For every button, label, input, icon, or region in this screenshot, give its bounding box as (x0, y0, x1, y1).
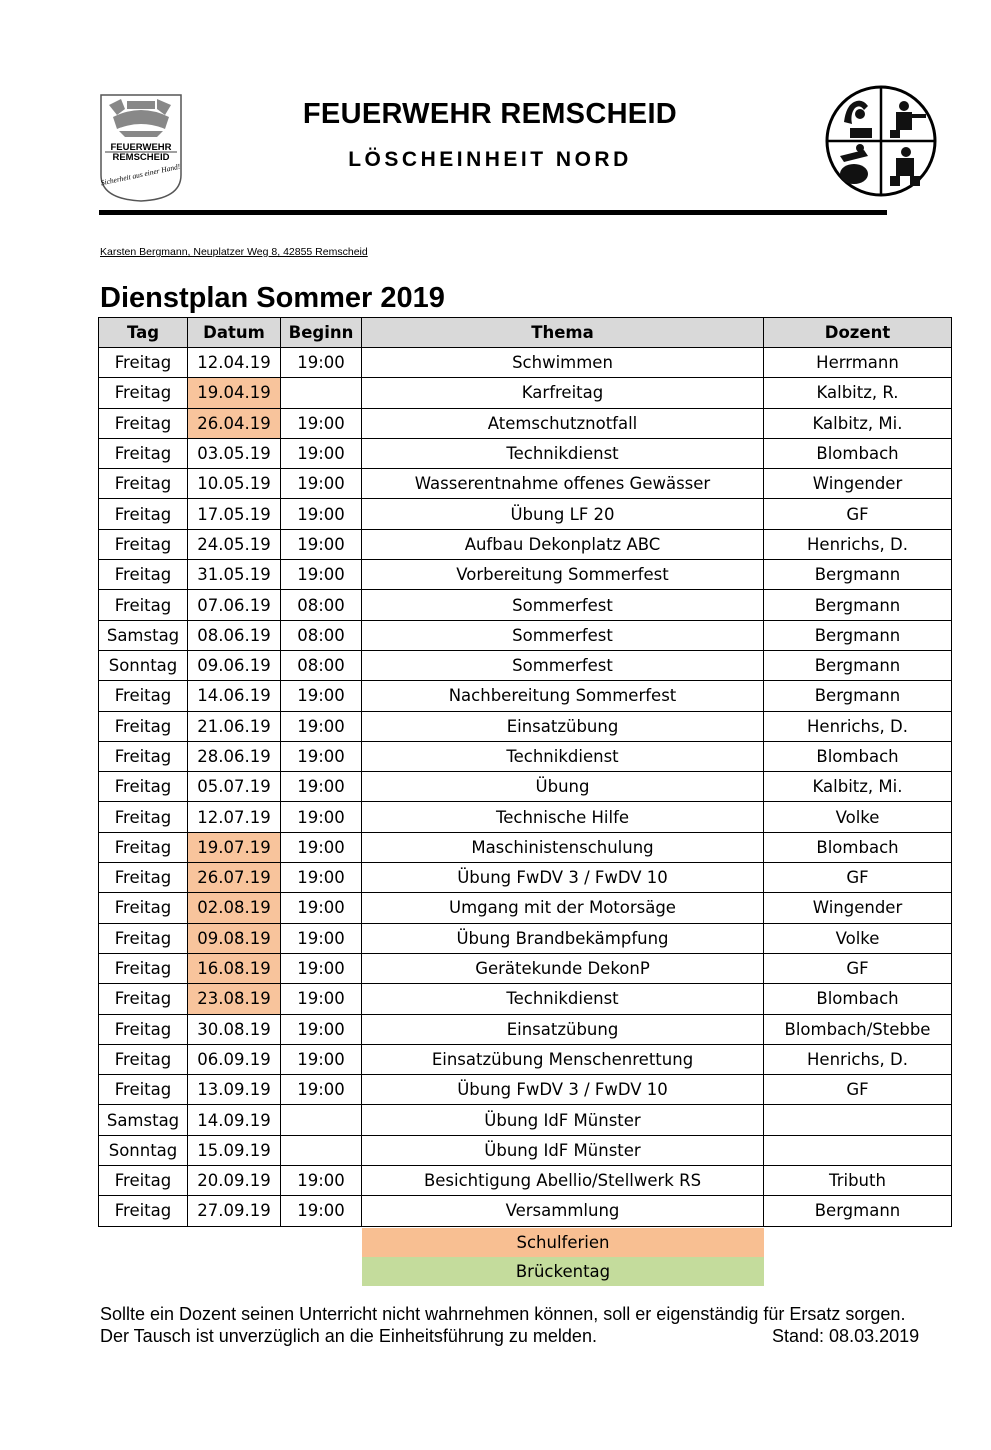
table-row (99, 802, 952, 832)
cell-thema: Technikdienst (362, 984, 764, 1014)
cell-beginn: 19:00 (281, 863, 362, 893)
cell-dozent: GF (764, 499, 952, 529)
cell-tag: Freitag (99, 863, 188, 893)
column-header-thema: Thema (362, 318, 764, 348)
cell-thema: Atemschutznotfall (362, 408, 764, 438)
table-row (99, 620, 952, 650)
cell-thema: Sommerfest (362, 650, 764, 680)
cell-datum: 26.04.19 (188, 408, 281, 438)
cell-beginn: 08:00 (281, 590, 362, 620)
cell-datum: 14.06.19 (188, 681, 281, 711)
cell-thema: Technikdienst (362, 741, 764, 771)
cell-beginn: 08:00 (281, 620, 362, 650)
cell-beginn: 19:00 (281, 923, 362, 953)
svg-text:FEUERWEHR: FEUERWEHR (110, 142, 172, 153)
cell-thema: Übung IdF Münster (362, 1135, 764, 1165)
cell-beginn: 19:00 (281, 1075, 362, 1105)
org-subtitle: LÖSCHEINHEIT NORD (348, 148, 632, 171)
cell-beginn: 19:00 (281, 1196, 362, 1226)
cell-beginn: 19:00 (281, 469, 362, 499)
table-row (99, 650, 952, 680)
cell-datum: 28.06.19 (188, 741, 281, 771)
cell-datum: 08.06.19 (188, 620, 281, 650)
table-row (99, 348, 952, 378)
feuerwehr-remscheid-logo (99, 93, 183, 203)
cell-thema: Einsatzübung Menschenrettung (362, 1044, 764, 1074)
table-row (99, 893, 952, 923)
cell-datum: 26.07.19 (188, 863, 281, 893)
cell-beginn: 19:00 (281, 802, 362, 832)
cell-dozent: Tributh (764, 1166, 952, 1196)
cell-thema: Maschinistenschulung (362, 832, 764, 862)
cell-dozent: Wingender (764, 469, 952, 499)
cell-beginn: 19:00 (281, 984, 362, 1014)
cell-beginn: 19:00 (281, 560, 362, 590)
cell-dozent: GF (764, 863, 952, 893)
cell-datum: 24.05.19 (188, 529, 281, 559)
cell-dozent: Kalbitz, Mi. (764, 772, 952, 802)
table-row (99, 741, 952, 771)
cell-datum: 20.09.19 (188, 1166, 281, 1196)
cell-dozent: Kalbitz, R. (764, 378, 952, 408)
cell-thema: Schwimmen (362, 348, 764, 378)
cell-tag: Freitag (99, 469, 188, 499)
cell-datum: 14.09.19 (188, 1105, 281, 1135)
cell-thema: Einsatzübung (362, 1014, 764, 1044)
cell-datum: 09.06.19 (188, 650, 281, 680)
cell-beginn: 19:00 (281, 1044, 362, 1074)
cell-datum: 16.08.19 (188, 953, 281, 983)
cell-dozent: Henrichs, D. (764, 529, 952, 559)
cell-dozent: Wingender (764, 893, 952, 923)
table-row (99, 863, 952, 893)
cell-dozent: GF (764, 953, 952, 983)
cell-tag: Freitag (99, 590, 188, 620)
cell-beginn: 08:00 (281, 650, 362, 680)
cell-datum: 17.05.19 (188, 499, 281, 529)
cell-dozent: Bergmann (764, 681, 952, 711)
cell-thema: Wasserentnahme offenes Gewässer (362, 469, 764, 499)
cell-datum: 27.09.19 (188, 1196, 281, 1226)
cell-beginn: 19:00 (281, 741, 362, 771)
table-row (99, 953, 952, 983)
cell-tag: Freitag (99, 741, 188, 771)
cell-dozent: Blombach (764, 832, 952, 862)
column-header-tag: Tag (99, 318, 188, 348)
cell-tag: Sonntag (99, 650, 188, 680)
cell-datum: 19.04.19 (188, 378, 281, 408)
stand-date: Stand: 08.03.2019 (772, 1326, 920, 1346)
cell-thema: Gerätekunde DekonP (362, 953, 764, 983)
cell-datum: 19.07.19 (188, 832, 281, 862)
table-row (99, 1014, 952, 1044)
column-header-datum: Datum (188, 318, 281, 348)
cell-dozent: Blombach (764, 984, 952, 1014)
cell-datum: 07.06.19 (188, 590, 281, 620)
table-row (99, 1105, 952, 1135)
cell-beginn: 19:00 (281, 1166, 362, 1196)
cell-dozent: Bergmann (764, 560, 952, 590)
table-row (99, 590, 952, 620)
table-row (99, 711, 952, 741)
table-row (99, 1135, 952, 1165)
cell-beginn: 19:00 (281, 348, 362, 378)
cell-dozent: Henrichs, D. (764, 1044, 952, 1074)
cell-thema: Sommerfest (362, 620, 764, 650)
cell-datum: 12.04.19 (188, 348, 281, 378)
cell-tag: Freitag (99, 499, 188, 529)
cell-thema: Übung FwDV 3 / FwDV 10 (362, 863, 764, 893)
cell-datum: 21.06.19 (188, 711, 281, 741)
cell-tag: Freitag (99, 529, 188, 559)
table-row (99, 1075, 952, 1105)
cell-tag: Freitag (99, 711, 188, 741)
table-row (99, 1166, 952, 1196)
cell-datum: 09.08.19 (188, 923, 281, 953)
cell-beginn: 19:00 (281, 953, 362, 983)
cell-tag: Freitag (99, 560, 188, 590)
table-body (99, 348, 952, 1227)
cell-datum: 10.05.19 (188, 469, 281, 499)
cell-thema: Technikdienst (362, 438, 764, 468)
table-row (99, 681, 952, 711)
cell-tag: Freitag (99, 681, 188, 711)
cell-dozent: Blombach/Stebbe (764, 1014, 952, 1044)
cell-datum: 31.05.19 (188, 560, 281, 590)
cell-dozent: Bergmann (764, 590, 952, 620)
cell-tag: Freitag (99, 348, 188, 378)
cell-dozent: Henrichs, D. (764, 711, 952, 741)
table-row (99, 1196, 952, 1226)
cell-dozent: Herrmann (764, 348, 952, 378)
cell-beginn: 19:00 (281, 1014, 362, 1044)
table-row (99, 923, 952, 953)
cell-tag: Freitag (99, 378, 188, 408)
cell-thema: Sommerfest (362, 590, 764, 620)
cell-tag: Freitag (99, 1014, 188, 1044)
cell-datum: 05.07.19 (188, 772, 281, 802)
cell-tag: Freitag (99, 893, 188, 923)
cell-beginn: 19:00 (281, 711, 362, 741)
table-row (99, 560, 952, 590)
legend-schulferien: Schulferien (362, 1228, 764, 1257)
cell-thema: Aufbau Dekonplatz ABC (362, 529, 764, 559)
table-row (99, 832, 952, 862)
cell-tag: Freitag (99, 832, 188, 862)
cell-tag: Freitag (99, 1044, 188, 1074)
table-row (99, 499, 952, 529)
table-row (99, 1044, 952, 1074)
cell-beginn: 19:00 (281, 408, 362, 438)
table-row (99, 984, 952, 1014)
cell-tag: Samstag (99, 620, 188, 650)
cell-tag: Freitag (99, 408, 188, 438)
legend-brueckentag: Brückentag (362, 1257, 764, 1286)
dienstplan-table (98, 317, 952, 1227)
cell-beginn: 19:00 (281, 832, 362, 862)
cell-datum: 06.09.19 (188, 1044, 281, 1074)
cell-dozent: Bergmann (764, 1196, 952, 1226)
cell-datum: 15.09.19 (188, 1135, 281, 1165)
loescheinheit-emblem (824, 84, 938, 198)
cell-datum: 30.08.19 (188, 1014, 281, 1044)
cell-thema: Besichtigung Abellio/Stellwerk RS (362, 1166, 764, 1196)
cell-beginn (281, 1105, 362, 1135)
cell-thema: Übung IdF Münster (362, 1105, 764, 1135)
cell-datum: 02.08.19 (188, 893, 281, 923)
cell-datum: 23.08.19 (188, 984, 281, 1014)
cell-dozent: Volke (764, 802, 952, 832)
column-header-dozent: Dozent (764, 318, 952, 348)
cell-beginn: 19:00 (281, 499, 362, 529)
cell-thema: Einsatzübung (362, 711, 764, 741)
cell-thema: Übung Brandbekämpfung (362, 923, 764, 953)
cell-thema: Vorbereitung Sommerfest (362, 560, 764, 590)
cell-datum: 12.07.19 (188, 802, 281, 832)
table-row (99, 408, 952, 438)
table-row (99, 529, 952, 559)
cell-tag: Freitag (99, 1075, 188, 1105)
cell-tag: Sonntag (99, 1135, 188, 1165)
cell-datum: 03.05.19 (188, 438, 281, 468)
cell-tag: Freitag (99, 772, 188, 802)
svg-text:Sicherheit aus einer Hand!: Sicherheit aus einer Hand! (99, 161, 181, 188)
table-row (99, 438, 952, 468)
cell-tag: Freitag (99, 1166, 188, 1196)
cell-thema: Technische Hilfe (362, 802, 764, 832)
cell-beginn: 19:00 (281, 772, 362, 802)
cell-dozent: Bergmann (764, 650, 952, 680)
cell-dozent: Blombach (764, 438, 952, 468)
cell-dozent: Volke (764, 923, 952, 953)
cell-beginn: 19:00 (281, 529, 362, 559)
cell-dozent: GF (764, 1075, 952, 1105)
cell-beginn: 19:00 (281, 438, 362, 468)
cell-beginn: 19:00 (281, 893, 362, 923)
column-header-beginn: Beginn (281, 318, 362, 348)
cell-dozent: Kalbitz, Mi. (764, 408, 952, 438)
cell-thema: Karfreitag (362, 378, 764, 408)
cell-thema: Übung (362, 772, 764, 802)
cell-tag: Freitag (99, 802, 188, 832)
document-title: Dienstplan Sommer 2019 (100, 282, 445, 314)
svg-text:REMSCHEID: REMSCHEID (112, 152, 170, 163)
table-header-row (99, 318, 952, 348)
cell-datum: 13.09.19 (188, 1075, 281, 1105)
cell-tag: Freitag (99, 438, 188, 468)
cell-dozent: Blombach (764, 741, 952, 771)
cell-dozent (764, 1105, 952, 1135)
cell-tag: Freitag (99, 1196, 188, 1226)
sender-address: Karsten Bergmann, Neuplatzer Weg 8, 42855 Remscheid (100, 246, 368, 258)
cell-thema: Umgang mit der Motorsäge (362, 893, 764, 923)
cell-dozent (764, 1135, 952, 1165)
cell-tag: Freitag (99, 923, 188, 953)
cell-tag: Freitag (99, 953, 188, 983)
table-row (99, 772, 952, 802)
cell-beginn: 19:00 (281, 681, 362, 711)
cell-dozent: Bergmann (764, 620, 952, 650)
table-row (99, 378, 952, 408)
header-divider (99, 210, 887, 215)
cell-beginn (281, 378, 362, 408)
cell-thema: Übung LF 20 (362, 499, 764, 529)
footer-note: Sollte ein Dozent seinen Unterricht nicht wahrnehmen können, soll er eigenständig für Ersatz sorgen. Der Tausch ist unverzüglich an die Einheitsführung zu melden. (100, 1304, 906, 1346)
cell-thema: Übung FwDV 3 / FwDV 10 (362, 1075, 764, 1105)
cell-thema: Nachbereitung Sommerfest (362, 681, 764, 711)
cell-tag: Freitag (99, 984, 188, 1014)
cell-thema: Versammlung (362, 1196, 764, 1226)
cell-beginn (281, 1135, 362, 1165)
cell-tag: Samstag (99, 1105, 188, 1135)
org-title: FEUERWEHR REMSCHEID (302, 98, 678, 130)
table-row (99, 469, 952, 499)
